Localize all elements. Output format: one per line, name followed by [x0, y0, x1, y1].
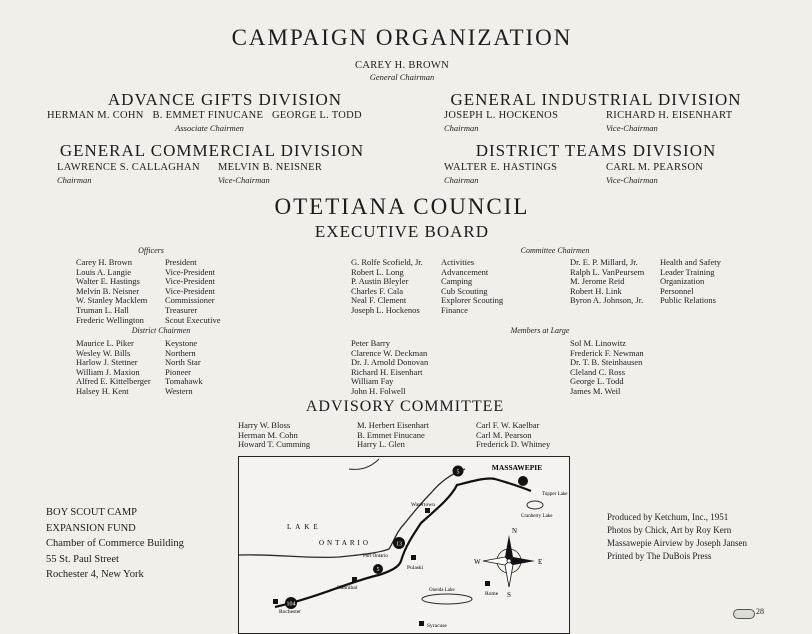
route-marker-label: 104	[286, 601, 296, 608]
district-chairmen-list	[76, 339, 203, 397]
committee-name: Public Relations	[660, 295, 716, 306]
advisory-member: B. Emmet Finucane	[357, 429, 425, 440]
map-label-tupper-lake: Tupper Lake	[542, 492, 568, 497]
fund-line: BOY SCOUT CAMP	[46, 507, 138, 518]
committee-chairman-name: Joseph L. Hockenos	[351, 304, 420, 315]
member-name: Sol M. Linowitz	[570, 338, 626, 348]
route-marker-label: 5	[376, 567, 380, 573]
committee-chairmen-heading: Committee Chairmen	[520, 246, 590, 255]
map-label-watertown: Watertown	[411, 502, 435, 508]
commercial-vice-chairman-name: MELVIN B. NEISNER	[218, 162, 323, 173]
advisory-member: Carl F. W. Kaelbar	[476, 420, 540, 430]
district-chairman-name: Halsey H. Kent	[76, 385, 129, 396]
town-marker-icon	[273, 599, 278, 604]
committee-name: Finance	[441, 304, 468, 315]
fund-line: EXPANSION FUND	[46, 522, 136, 534]
st-lawrence-river	[349, 459, 379, 469]
member-name: Clarence W. Deckman	[351, 347, 428, 358]
committee-chairman-name: Robert L. Long	[351, 266, 404, 277]
officer-title: Treasurer	[165, 304, 198, 315]
advance-gifts-names	[47, 110, 362, 121]
committee-name: Health and Safety	[660, 257, 721, 267]
officer-name: Melvin B. Neisner	[76, 285, 140, 296]
credit-line: Photos by Chick, Art by Roy Kern	[607, 525, 732, 535]
credit-line: Produced by Ketchum, Inc., 1951	[607, 512, 729, 522]
district-name: North Star	[165, 357, 201, 368]
committee-chairman-name: Byron A. Johnson, Jr.	[570, 295, 644, 306]
advisory-member: Frederick D. Whitney	[476, 439, 551, 450]
fund-line: 55 St. Paul Street	[46, 553, 119, 565]
district-chairman-name: Wesley W. Bills	[76, 347, 131, 358]
commercial-vice-chairman-role: Vice-Chairman	[218, 175, 270, 185]
commercial-chairman-name: LAWRENCE S. CALLAGHAN	[57, 162, 200, 173]
town-marker-icon	[419, 621, 424, 626]
council-subtitle: EXECUTIVE BOARD	[314, 222, 490, 241]
general-industrial-title: GENERAL INDUSTRIAL DIVISION	[450, 90, 742, 109]
advisory-member: Howard T. Cumming	[238, 439, 311, 450]
member-name: Dr. T. B. Steinhausen	[570, 357, 643, 368]
credit-line: Massawepie Airview by Joseph Jansen	[607, 538, 747, 548]
committee-name: Personnel	[660, 285, 694, 296]
map-label-port-ontario: Port Ontario	[363, 554, 388, 559]
district-chairman-name: Maurice L. Piker	[76, 338, 134, 348]
name: B. EMMET FINUCANE	[152, 110, 264, 121]
officer-name: Carey H. Brown	[76, 257, 132, 267]
compass-n-label: N	[512, 527, 518, 535]
map-label-oneida-lake: Oneida Lake	[429, 588, 455, 593]
map-label-rochester: Rochester	[279, 609, 301, 615]
district-name: Northern	[165, 347, 196, 358]
town-marker-icon	[352, 577, 357, 582]
committee-chairmen-left	[351, 258, 503, 316]
map-label-ontario: ONTARIO	[319, 539, 371, 547]
district-chairman-name: Alfred E. Kittelberger	[76, 376, 151, 387]
name: HERMAN M. COHN	[47, 110, 144, 121]
industrial-chairman-role: Chairman	[444, 123, 479, 133]
district-chairman-name: William J. Maxion	[76, 366, 140, 377]
committee-chairman-name: G. Rolfe Scofield, Jr.	[351, 257, 423, 267]
cranberry-lake-shape	[527, 501, 543, 509]
map-label-hannibal: Hannibal	[337, 585, 358, 591]
member-name: William Fay	[351, 376, 394, 387]
member-name: George L. Todd	[570, 376, 624, 387]
officer-name: Louis A. Langie	[76, 266, 132, 277]
committee-chairman-name: P. Austin Bleyler	[351, 276, 409, 287]
member-name: John H. Folwell	[351, 385, 406, 396]
seal-icon	[733, 609, 755, 619]
map-label-rome: Rome	[485, 591, 499, 597]
map-label-pulaski: Pulaski	[407, 565, 424, 571]
officer-name: W. Stanley Macklem	[76, 295, 148, 306]
officer-name: Walter E. Hastings	[76, 276, 140, 287]
members-at-large-heading: Members at Large	[510, 326, 570, 335]
advisory-member: Harry W. Bloss	[238, 420, 291, 430]
advisory-member: M. Herbert Eisenhart	[357, 420, 429, 430]
members-at-large-left	[351, 339, 428, 397]
fund-line: Chamber of Commerce Building	[46, 538, 184, 549]
map-label-cranberry-lake: Cranberry Lake	[521, 514, 553, 519]
member-name: Cleland C. Ross	[570, 366, 626, 377]
industrial-chairman-name: JOSEPH L. HOCKENOS	[444, 110, 559, 121]
oneida-lake-shape	[422, 594, 472, 604]
compass-s-label: S	[507, 591, 511, 599]
member-name: James M. Weil	[570, 385, 621, 396]
advisory-col-3	[476, 421, 550, 450]
officer-title: Vice-President	[165, 285, 215, 296]
officer-title: President	[165, 257, 197, 267]
committee-name: Cub Scouting	[441, 285, 488, 296]
advisory-member: Carl M. Pearson	[476, 429, 532, 440]
officer-name: Truman L. Hall	[76, 304, 129, 315]
town-marker-icon	[425, 508, 430, 513]
officer-title: Commissioner	[165, 295, 215, 306]
district-chairmen-heading: District Chairmen	[131, 326, 191, 335]
industrial-vice-chairman-name: RICHARD H. EISENHART	[606, 110, 733, 121]
campaign-title: CAMPAIGN ORGANIZATION	[231, 25, 573, 50]
district-teams-chairman-role: Chairman	[444, 175, 479, 185]
committee-chairman-name: Robert H. Link	[570, 285, 622, 296]
district-name: Tomahawk	[165, 376, 203, 387]
massawepie-marker-icon	[518, 476, 528, 486]
commercial-chairman-role: Chairman	[57, 175, 92, 185]
member-name: Frederick F. Newman	[570, 347, 644, 358]
committee-name: Organization	[660, 276, 705, 287]
advisory-col-1	[238, 421, 310, 450]
advisory-title: ADVISORY COMMITTEE	[305, 398, 505, 415]
district-teams-title: DISTRICT TEAMS DIVISION	[475, 141, 717, 160]
compass-w-label: W	[474, 558, 481, 566]
advance-gifts-title: ADVANCE GIFTS DIVISION	[107, 90, 343, 109]
compass-rose-icon	[483, 535, 535, 587]
map	[238, 456, 570, 634]
committee-chairman-name: Charles F. Cala	[351, 285, 403, 296]
officer-title: Scout Executive	[165, 314, 221, 325]
district-chairman-name: Harlow J. Stettner	[76, 357, 138, 368]
general-chairman-role: General Chairman	[369, 72, 435, 82]
page-number: 28	[756, 607, 764, 616]
district-teams-vice-chairman-name: CARL M. PEARSON	[606, 162, 704, 173]
district-name: Keystone	[165, 338, 198, 348]
fund-line: Rochester 4, New York	[46, 569, 144, 580]
name: GEORGE L. TODD	[272, 110, 362, 121]
industrial-vice-chairman-role: Vice-Chairman	[606, 123, 658, 133]
member-name: Richard H. Eisenhart	[351, 366, 423, 377]
officer-title: Vice-President	[165, 266, 215, 277]
compass-e-label: E	[538, 558, 543, 566]
map-label-lake: LAKE	[287, 523, 322, 531]
fund-address	[46, 505, 184, 583]
advance-gifts-role: Associate Chairmen	[175, 123, 244, 133]
committee-chairman-name: M. Jerome Reid	[570, 276, 625, 287]
officers-list	[76, 258, 220, 325]
district-teams-vice-chairman-role: Vice-Chairman	[606, 175, 658, 185]
committee-name: Leader Training	[660, 266, 715, 277]
committee-chairmen-right	[570, 258, 721, 306]
district-name: Western	[165, 385, 193, 396]
member-name: Peter Barry	[351, 338, 390, 348]
committee-chairman-name: Dr. E. P. Millard, Jr.	[570, 257, 638, 267]
officer-title: Vice-President	[165, 276, 215, 287]
committee-chairman-name: Ralph L. VanPeursem	[570, 266, 645, 277]
advisory-col-2	[357, 421, 429, 450]
advisory-member: Herman M. Cohn	[238, 429, 298, 440]
district-name: Pioneer	[165, 366, 191, 377]
officer-name: Frederic Wellington	[76, 314, 144, 325]
credit-line: Printed by The DuBois Press	[607, 551, 712, 561]
council-title: OTETIANA COUNCIL	[274, 194, 530, 219]
committee-chairman-name: Neal F. Clement	[351, 295, 407, 306]
advisory-member: Harry L. Glen	[357, 439, 405, 450]
committee-name: Explorer Scouting	[441, 295, 504, 306]
town-marker-icon	[485, 581, 490, 586]
committee-name: Camping	[441, 276, 473, 287]
general-commercial-title: GENERAL COMMERCIAL DIVISION	[59, 141, 365, 160]
committee-name: Activities	[441, 257, 475, 267]
map-label-syracuse: Syracuse	[427, 623, 447, 629]
credits	[607, 511, 747, 563]
map-svg	[239, 457, 569, 633]
district-teams-chairman-name: WALTER E. HASTINGS	[444, 162, 558, 173]
officers-heading: Officers	[138, 246, 164, 255]
route-marker-label: 13	[396, 541, 402, 548]
member-name: Dr. J. Arnold Donovan	[351, 357, 429, 368]
town-marker-icon	[411, 555, 416, 560]
members-at-large-right	[570, 339, 644, 397]
route-marker-label: 5	[456, 469, 460, 476]
map-label-massawepie: MASSAWEPIE	[491, 463, 543, 472]
general-chairman-name: CAREY H. BROWN	[355, 60, 449, 71]
committee-name: Advancement	[441, 266, 489, 277]
